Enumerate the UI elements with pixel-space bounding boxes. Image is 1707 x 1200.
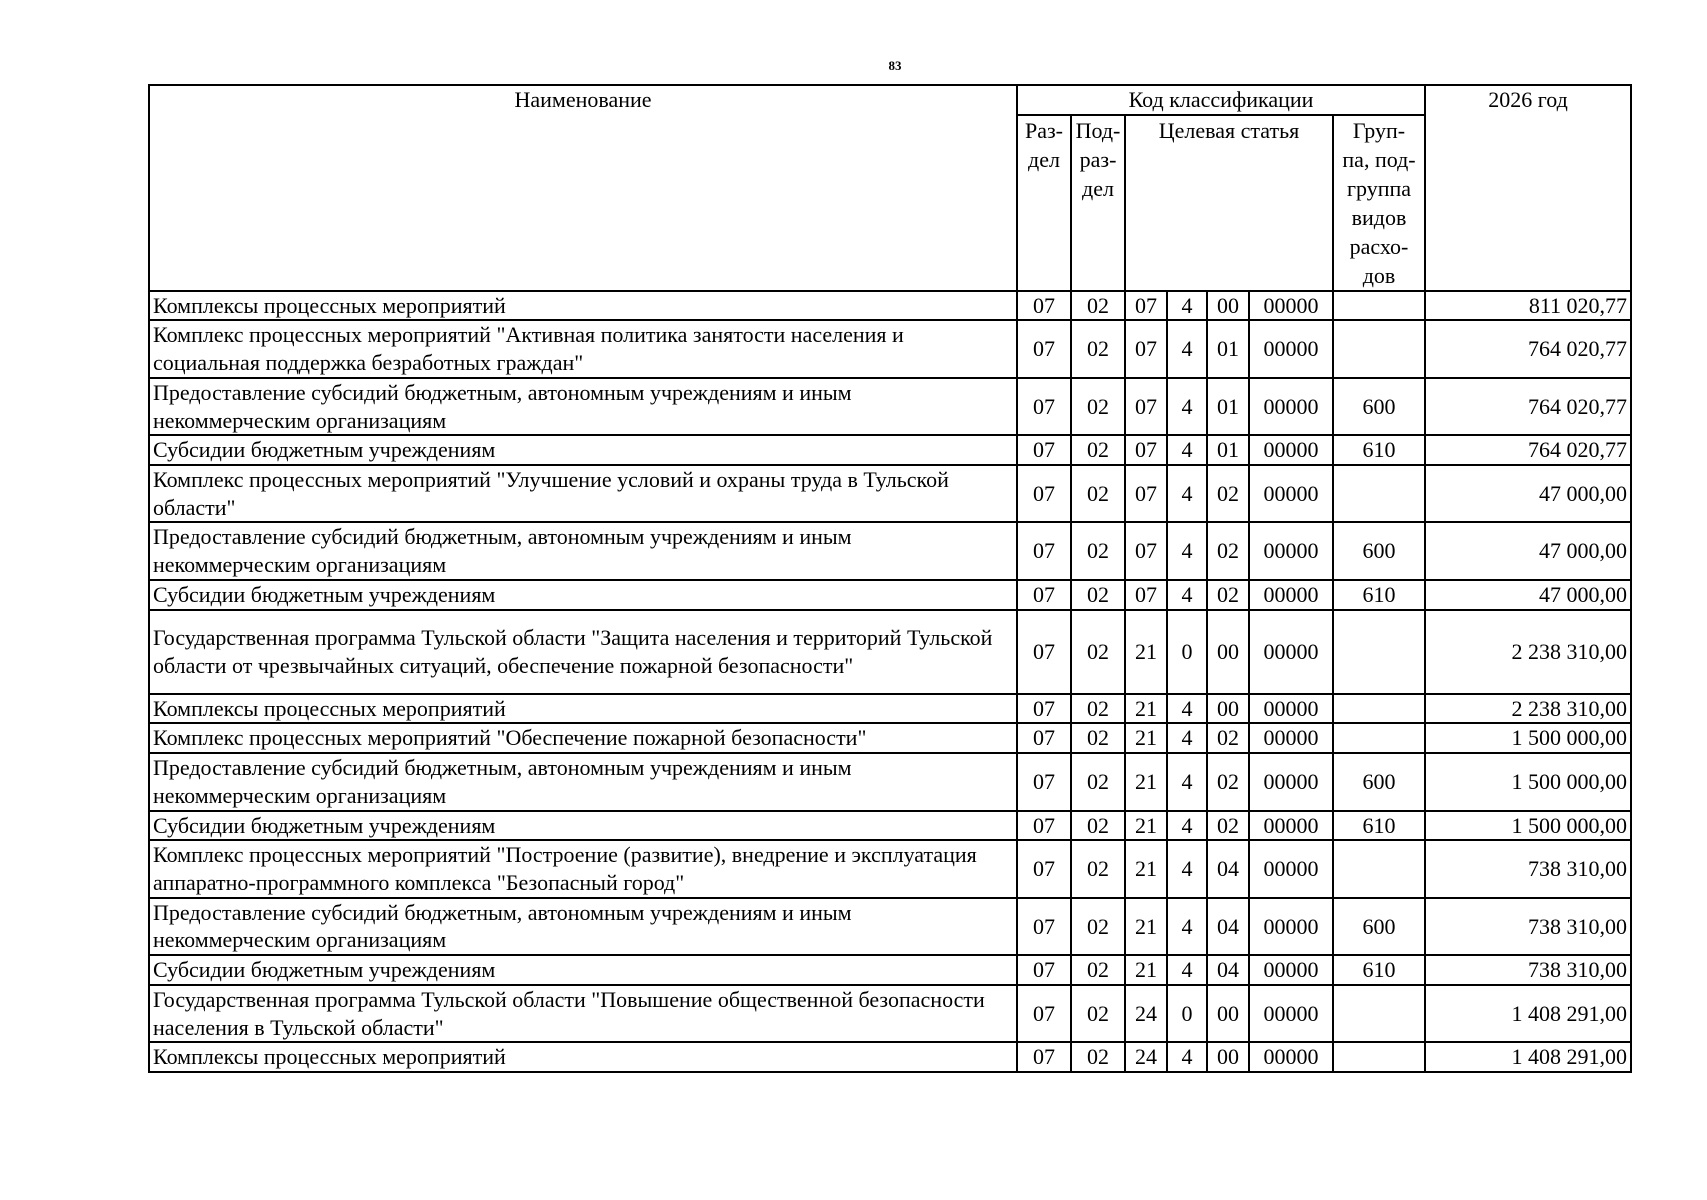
row-target-complex: 01 <box>1207 435 1249 465</box>
row-target-direction: 00000 <box>1249 723 1333 753</box>
row-target-type: 4 <box>1167 753 1207 810</box>
row-target-type: 4 <box>1167 580 1207 610</box>
row-subsection: 02 <box>1071 610 1125 694</box>
row-section: 07 <box>1017 811 1071 841</box>
row-section: 07 <box>1017 465 1071 522</box>
row-expense-group: 600 <box>1333 378 1425 435</box>
row-target-direction: 00000 <box>1249 291 1333 321</box>
row-target-type: 0 <box>1167 985 1207 1042</box>
row-expense-group: 600 <box>1333 753 1425 810</box>
header-classification: Код классификации <box>1017 85 1425 115</box>
row-target-program: 07 <box>1125 435 1167 465</box>
row-section: 07 <box>1017 985 1071 1042</box>
row-section: 07 <box>1017 1042 1071 1072</box>
row-target-type: 4 <box>1167 811 1207 841</box>
row-target-type: 4 <box>1167 840 1207 897</box>
table-row <box>149 435 1631 465</box>
table-row <box>149 840 1631 897</box>
row-target-complex: 02 <box>1207 811 1249 841</box>
row-subsection: 02 <box>1071 898 1125 955</box>
row-amount: 764 020,77 <box>1425 320 1631 377</box>
row-name: Комплексы процессных мероприятий <box>149 291 1017 321</box>
row-target-type: 4 <box>1167 955 1207 985</box>
row-section: 07 <box>1017 840 1071 897</box>
row-section: 07 <box>1017 898 1071 955</box>
row-section: 07 <box>1017 580 1071 610</box>
row-target-complex: 02 <box>1207 522 1249 579</box>
row-target-program: 21 <box>1125 811 1167 841</box>
row-target-direction: 00000 <box>1249 610 1333 694</box>
table-row <box>149 694 1631 724</box>
header-subsection: Под- раз- дел <box>1071 115 1125 291</box>
row-amount: 764 020,77 <box>1425 378 1631 435</box>
row-target-complex: 00 <box>1207 1042 1249 1072</box>
row-subsection: 02 <box>1071 291 1125 321</box>
row-name: Комплекс процессных мероприятий "Активная политика занятости населения и социальная поддержка безработных граждан" <box>149 320 1017 377</box>
row-target-direction: 00000 <box>1249 985 1333 1042</box>
row-name: Субсидии бюджетным учреждениям <box>149 955 1017 985</box>
row-amount: 811 020,77 <box>1425 291 1631 321</box>
row-target-complex: 01 <box>1207 378 1249 435</box>
row-target-program: 07 <box>1125 378 1167 435</box>
row-target-complex: 04 <box>1207 840 1249 897</box>
row-name: Субсидии бюджетным учреждениям <box>149 580 1017 610</box>
row-target-direction: 00000 <box>1249 580 1333 610</box>
row-target-type: 0 <box>1167 610 1207 694</box>
row-expense-group <box>1333 840 1425 897</box>
row-expense-group <box>1333 291 1425 321</box>
row-amount: 1 500 000,00 <box>1425 753 1631 810</box>
row-subsection: 02 <box>1071 580 1125 610</box>
row-expense-group <box>1333 723 1425 753</box>
header-year: 2026 год <box>1425 85 1631 291</box>
row-target-program: 07 <box>1125 291 1167 321</box>
row-target-direction: 00000 <box>1249 320 1333 377</box>
row-target-direction: 00000 <box>1249 435 1333 465</box>
row-amount: 1 500 000,00 <box>1425 723 1631 753</box>
table-row <box>149 955 1631 985</box>
row-section: 07 <box>1017 723 1071 753</box>
row-target-type: 4 <box>1167 465 1207 522</box>
row-amount: 1 500 000,00 <box>1425 811 1631 841</box>
row-target-direction: 00000 <box>1249 694 1333 724</box>
row-section: 07 <box>1017 955 1071 985</box>
header-target-article: Целевая статья <box>1125 115 1333 291</box>
row-target-type: 4 <box>1167 723 1207 753</box>
row-name: Предоставление субсидий бюджетным, автономным учреждениям и иным некоммерческим организациям <box>149 898 1017 955</box>
row-section: 07 <box>1017 694 1071 724</box>
row-name: Комплексы процессных мероприятий <box>149 1042 1017 1072</box>
row-subsection: 02 <box>1071 378 1125 435</box>
budget-table <box>148 84 1632 1073</box>
header-section: Раз- дел <box>1017 115 1071 291</box>
row-target-complex: 00 <box>1207 694 1249 724</box>
row-target-complex: 04 <box>1207 898 1249 955</box>
row-target-program: 07 <box>1125 580 1167 610</box>
row-section: 07 <box>1017 291 1071 321</box>
row-target-program: 21 <box>1125 694 1167 724</box>
row-amount: 738 310,00 <box>1425 955 1631 985</box>
row-expense-group <box>1333 465 1425 522</box>
row-name: Комплексы процессных мероприятий <box>149 694 1017 724</box>
row-name: Предоставление субсидий бюджетным, автономным учреждениям и иным некоммерческим организациям <box>149 753 1017 810</box>
header-expense-group: Груп- па, под- группа видов расхо- дов <box>1333 115 1425 291</box>
row-section: 07 <box>1017 378 1071 435</box>
table-row <box>149 378 1631 435</box>
table-row <box>149 723 1631 753</box>
row-target-program: 07 <box>1125 522 1167 579</box>
row-subsection: 02 <box>1071 1042 1125 1072</box>
row-subsection: 02 <box>1071 955 1125 985</box>
row-target-program: 21 <box>1125 610 1167 694</box>
row-target-direction: 00000 <box>1249 840 1333 897</box>
table-row <box>149 811 1631 841</box>
row-subsection: 02 <box>1071 435 1125 465</box>
row-expense-group <box>1333 694 1425 724</box>
row-target-program: 21 <box>1125 723 1167 753</box>
table-row <box>149 291 1631 321</box>
row-expense-group <box>1333 1042 1425 1072</box>
row-expense-group: 610 <box>1333 435 1425 465</box>
row-name: Комплекс процессных мероприятий "Построение (развитие), внедрение и эксплуатация аппаратно-программного комплекса "Безопасный город" <box>149 840 1017 897</box>
row-target-complex: 01 <box>1207 320 1249 377</box>
row-target-complex: 02 <box>1207 580 1249 610</box>
row-target-program: 21 <box>1125 898 1167 955</box>
row-target-type: 4 <box>1167 898 1207 955</box>
row-expense-group: 610 <box>1333 811 1425 841</box>
row-target-complex: 04 <box>1207 955 1249 985</box>
row-name: Комплекс процессных мероприятий "Улучшение условий и охраны труда в Тульской области" <box>149 465 1017 522</box>
row-amount: 47 000,00 <box>1425 465 1631 522</box>
row-name: Комплекс процессных мероприятий "Обеспечение пожарной безопасности" <box>149 723 1017 753</box>
row-subsection: 02 <box>1071 840 1125 897</box>
page-number: 83 <box>888 58 902 73</box>
row-target-program: 07 <box>1125 320 1167 377</box>
row-amount: 47 000,00 <box>1425 580 1631 610</box>
row-name: Субсидии бюджетным учреждениям <box>149 435 1017 465</box>
row-target-program: 21 <box>1125 840 1167 897</box>
row-target-direction: 00000 <box>1249 898 1333 955</box>
row-target-program: 24 <box>1125 985 1167 1042</box>
row-target-program: 21 <box>1125 753 1167 810</box>
row-target-direction: 00000 <box>1249 378 1333 435</box>
row-amount: 2 238 310,00 <box>1425 610 1631 694</box>
row-section: 07 <box>1017 610 1071 694</box>
row-subsection: 02 <box>1071 811 1125 841</box>
table-row <box>149 610 1631 694</box>
row-name: Предоставление субсидий бюджетным, автономным учреждениям и иным некоммерческим организациям <box>149 522 1017 579</box>
row-target-direction: 00000 <box>1249 811 1333 841</box>
row-expense-group: 610 <box>1333 955 1425 985</box>
table-row <box>149 985 1631 1042</box>
row-amount: 47 000,00 <box>1425 522 1631 579</box>
row-target-direction: 00000 <box>1249 753 1333 810</box>
row-name: Предоставление субсидий бюджетным, автономным учреждениям и иным некоммерческим организациям <box>149 378 1017 435</box>
row-expense-group <box>1333 610 1425 694</box>
header-name: Наименование <box>149 85 1017 291</box>
row-target-type: 4 <box>1167 1042 1207 1072</box>
row-expense-group: 600 <box>1333 522 1425 579</box>
row-subsection: 02 <box>1071 320 1125 377</box>
row-section: 07 <box>1017 522 1071 579</box>
row-subsection: 02 <box>1071 465 1125 522</box>
row-subsection: 02 <box>1071 694 1125 724</box>
row-subsection: 02 <box>1071 985 1125 1042</box>
row-target-complex: 02 <box>1207 753 1249 810</box>
row-target-type: 4 <box>1167 378 1207 435</box>
row-expense-group: 600 <box>1333 898 1425 955</box>
row-target-direction: 00000 <box>1249 522 1333 579</box>
row-amount: 1 408 291,00 <box>1425 985 1631 1042</box>
row-target-type: 4 <box>1167 522 1207 579</box>
row-subsection: 02 <box>1071 723 1125 753</box>
row-subsection: 02 <box>1071 522 1125 579</box>
row-section: 07 <box>1017 320 1071 377</box>
table-row <box>149 580 1631 610</box>
row-target-direction: 00000 <box>1249 955 1333 985</box>
table-row <box>149 320 1631 377</box>
row-target-complex: 02 <box>1207 465 1249 522</box>
row-section: 07 <box>1017 753 1071 810</box>
table-row <box>149 898 1631 955</box>
row-amount: 1 408 291,00 <box>1425 1042 1631 1072</box>
row-target-type: 4 <box>1167 320 1207 377</box>
table-body <box>149 291 1631 1072</box>
row-target-complex: 00 <box>1207 985 1249 1042</box>
row-target-direction: 00000 <box>1249 1042 1333 1072</box>
row-name: Субсидии бюджетным учреждениям <box>149 811 1017 841</box>
row-amount: 764 020,77 <box>1425 435 1631 465</box>
row-expense-group <box>1333 320 1425 377</box>
row-amount: 738 310,00 <box>1425 840 1631 897</box>
row-target-complex: 00 <box>1207 291 1249 321</box>
row-target-program: 21 <box>1125 955 1167 985</box>
row-expense-group: 610 <box>1333 580 1425 610</box>
row-target-program: 07 <box>1125 465 1167 522</box>
table-row <box>149 465 1631 522</box>
row-target-complex: 00 <box>1207 610 1249 694</box>
row-target-type: 4 <box>1167 435 1207 465</box>
table-row <box>149 522 1631 579</box>
table-row <box>149 753 1631 810</box>
row-target-direction: 00000 <box>1249 465 1333 522</box>
row-expense-group <box>1333 985 1425 1042</box>
row-section: 07 <box>1017 435 1071 465</box>
row-target-type: 4 <box>1167 694 1207 724</box>
row-name: Государственная программа Тульской области "Защита населения и территорий Тульской области от чрезвычайных ситуаций, обеспечение пожарной безопасности" <box>149 610 1017 694</box>
row-amount: 2 238 310,00 <box>1425 694 1631 724</box>
row-target-complex: 02 <box>1207 723 1249 753</box>
row-amount: 738 310,00 <box>1425 898 1631 955</box>
row-name: Государственная программа Тульской области "Повышение общественной безопасности населения в Тульской области" <box>149 985 1017 1042</box>
table-row <box>149 1042 1631 1072</box>
row-target-program: 24 <box>1125 1042 1167 1072</box>
row-subsection: 02 <box>1071 753 1125 810</box>
row-target-type: 4 <box>1167 291 1207 321</box>
